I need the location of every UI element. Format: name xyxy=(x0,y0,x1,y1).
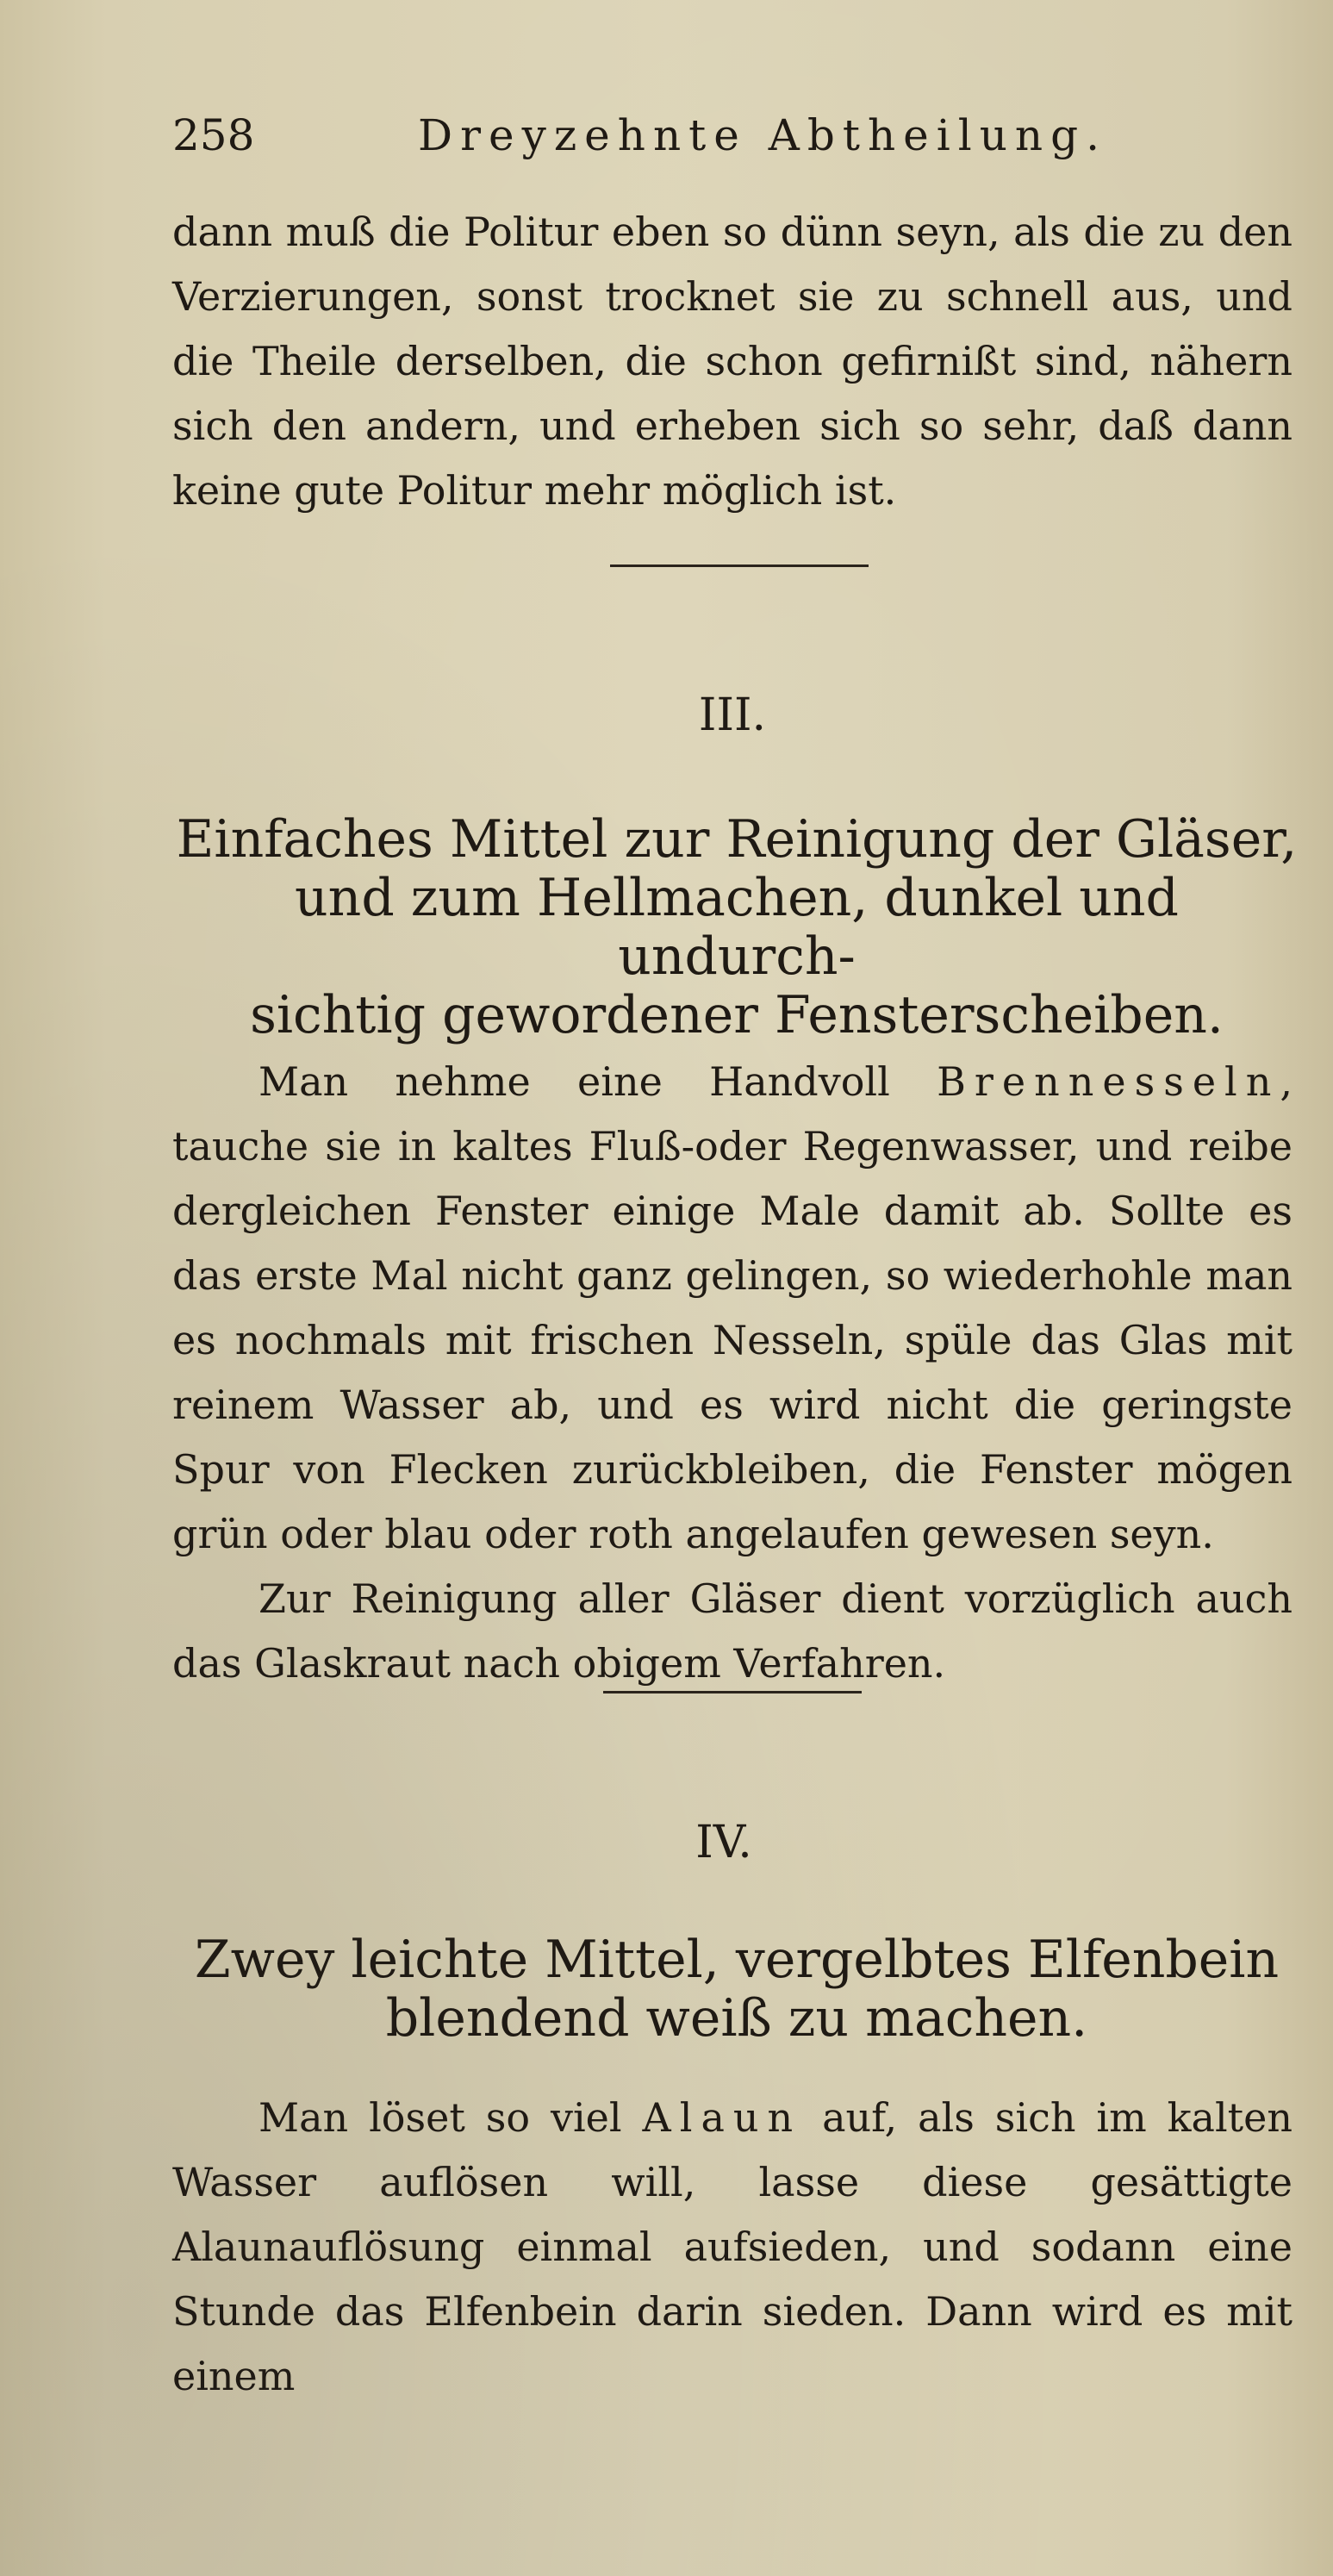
running-head: Dreyzehnte Abtheilung. xyxy=(418,110,1108,160)
section-3-body xyxy=(172,1050,1293,1696)
section-heading-4-line-1: Zwey leichte Mittel, vergelbtes Elfenbein xyxy=(194,1930,1280,1990)
keyword-alaun: Alaun xyxy=(642,2094,802,2141)
continuation-text: dann muß die Politur eben so dünn seyn, als die zu den Verzierungen, sonst trocknet sie zu schnell aus, und die Theile derselben, die schon gefirnißt sind, nähern sich den andern, und erheben sich so sehr, daß dann keine gute Politur mehr möglich ist. xyxy=(172,209,1293,514)
section-heading-3-line-1: Einfaches Mittel zur Reinigung der Gläser, xyxy=(176,809,1298,870)
section-heading-3 xyxy=(172,810,1301,1045)
section-3-paragraph-2: Zur Reinigung aller Gläser dient vorzüglich auch das Glaskraut nach obigem Verfahren. xyxy=(172,1575,1293,1687)
section-heading-4 xyxy=(172,1930,1301,2048)
section-numeral-4: IV. xyxy=(695,1817,752,1868)
section-4-body xyxy=(172,2086,1293,2409)
section-3-paragraph-1-start: Man nehme eine Handvoll xyxy=(259,1058,890,1105)
section-divider xyxy=(610,564,869,567)
section-divider xyxy=(603,1691,862,1693)
section-4-paragraph-1-start: Man löset so viel xyxy=(259,2094,622,2141)
section-4-paragraph-1 xyxy=(172,2086,1293,2409)
section-4-paragraph-1-rest: auf, als sich im kalten Wasser auflösen will, lasse diese gesättigte Alaunauflösung einmal aufsieden, und sodann eine Stunde das Elfenbein darin sieden. Dann wird es mit einem xyxy=(172,2094,1293,2399)
keyword-brennesseln: Brennesseln xyxy=(937,1058,1280,1105)
page-number: 258 xyxy=(172,110,255,160)
section-heading-4-line-2: blendend weiß zu machen. xyxy=(385,1988,1088,2049)
section-numeral-3: III. xyxy=(698,689,767,741)
section-heading-3-line-3: sichtig gewordener Fensterscheiben. xyxy=(250,985,1224,1045)
section-3-paragraph-1-rest: , tauche sie in kaltes Fluß-oder Regenwasser, und reibe dergleichen Fenster einige Male damit ab. Sollte es das erste Mal nicht ganz gelingen, so wiederhohle man es nochmals mit frischen Nesseln, spüle das Glas mit reinem Wasser ab, und es wird nicht die geringste Spur von Flecken zurückbleiben, die Fenster mögen grün oder blau oder roth angelaufen gewesen seyn. xyxy=(172,1058,1293,1557)
section-heading-3-line-2: und zum Hellmachen, dunkel und undurch- xyxy=(295,868,1179,987)
continuation-paragraph xyxy=(172,200,1293,523)
section-3-paragraph-1 xyxy=(172,1050,1293,1567)
page-header xyxy=(172,110,1281,162)
